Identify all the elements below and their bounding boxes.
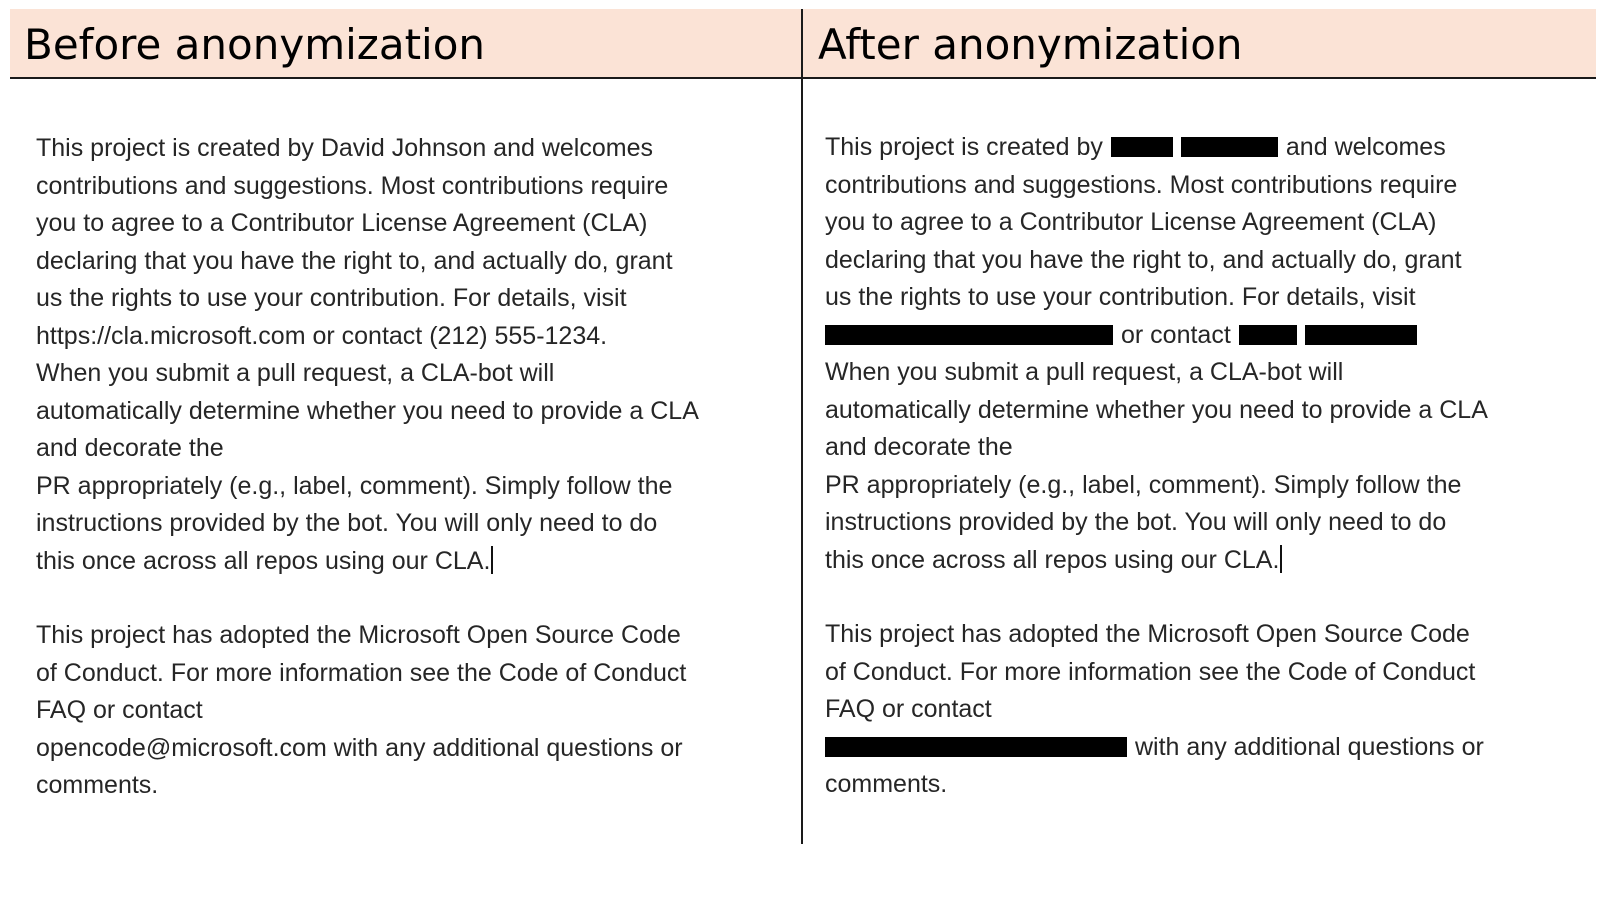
before-paragraph-2 xyxy=(36,617,686,805)
text-line: This project has adopted the Microsoft Open Source Code xyxy=(36,621,681,649)
text-line: FAQ or contact xyxy=(36,696,203,724)
text-line: When you submit a pull request, a CLA-bot will xyxy=(825,358,1344,386)
text-line: This project is created by David Johnson and welcomes xyxy=(36,134,653,162)
text-fragment: or contact xyxy=(1121,320,1231,349)
redaction-block xyxy=(1111,137,1173,157)
text-line: and decorate the xyxy=(825,433,1013,461)
text-line-with-redaction xyxy=(825,129,1488,167)
text-line: declaring that you have the right to, and actually do, grant xyxy=(36,246,673,275)
text-fragment: This project is created by xyxy=(825,133,1103,161)
text-line: opencode@microsoft.com with any additional questions or xyxy=(36,733,683,762)
text-line: When you submit a pull request, a CLA-bot will xyxy=(36,359,555,387)
text-cursor xyxy=(1280,545,1282,573)
text-line-content: this once across all repos using our CLA. xyxy=(36,546,491,575)
text-line: automatically determine whether you need to provide a CLA xyxy=(825,395,1488,424)
text-line: us the rights to use your contribution. For details, visit xyxy=(825,283,1416,311)
column-divider xyxy=(801,9,803,844)
text-line: contributions and suggestions. Most contributions require xyxy=(36,171,669,200)
text-line: PR appropriately (e.g., label, comment). Simply follow the xyxy=(36,471,673,500)
text-line: contributions and suggestions. Most contributions require xyxy=(825,170,1458,199)
redaction-block xyxy=(1239,325,1297,345)
text-line-with-redaction xyxy=(825,729,1484,767)
text-line: of Conduct. For more information see the Code of Conduct xyxy=(36,658,687,687)
text-line: you to agree to a Contributor License Agreement (CLA) xyxy=(36,209,648,237)
after-title: After anonymization xyxy=(818,20,1243,69)
text-line: and decorate the xyxy=(36,434,224,462)
text-line: https://cla.microsoft.com or contact (212) 555-1234. xyxy=(36,321,608,350)
text-line: comments. xyxy=(36,771,159,799)
redaction-block xyxy=(1181,137,1278,157)
redaction-block xyxy=(825,737,1127,757)
text-line: you to agree to a Contributor License Agreement (CLA) xyxy=(825,208,1437,236)
text-line: automatically determine whether you need to provide a CLA xyxy=(36,396,699,425)
redaction-block xyxy=(1305,325,1417,345)
text-fragment: and welcomes xyxy=(1285,133,1446,161)
text-line: FAQ or contact xyxy=(825,695,992,723)
after-paragraph-1 xyxy=(825,129,1488,579)
text-line: declaring that you have the right to, and actually do, grant xyxy=(825,245,1462,274)
text-fragment: with any additional questions or xyxy=(1135,732,1484,761)
text-line: us the rights to use your contribution. For details, visit xyxy=(36,284,627,312)
text-line: instructions provided by the bot. You will only need to do xyxy=(36,509,658,537)
before-title: Before anonymization xyxy=(24,20,486,69)
after-paragraph-2 xyxy=(825,616,1484,804)
text-line: comments. xyxy=(825,770,948,798)
redaction-block xyxy=(825,325,1113,345)
text-cursor xyxy=(491,546,493,574)
text-line: of Conduct. For more information see the Code of Conduct xyxy=(825,657,1476,686)
text-line-last xyxy=(36,543,699,581)
before-paragraph-1 xyxy=(36,130,699,580)
text-line: This project has adopted the Microsoft Open Source Code xyxy=(825,620,1470,648)
text-line-with-redaction xyxy=(825,317,1488,355)
text-line-content: this once across all repos using our CLA. xyxy=(825,545,1280,574)
text-line: PR appropriately (e.g., label, comment). Simply follow the xyxy=(825,470,1462,499)
text-line-last xyxy=(825,542,1488,580)
text-line: instructions provided by the bot. You will only need to do xyxy=(825,508,1447,536)
